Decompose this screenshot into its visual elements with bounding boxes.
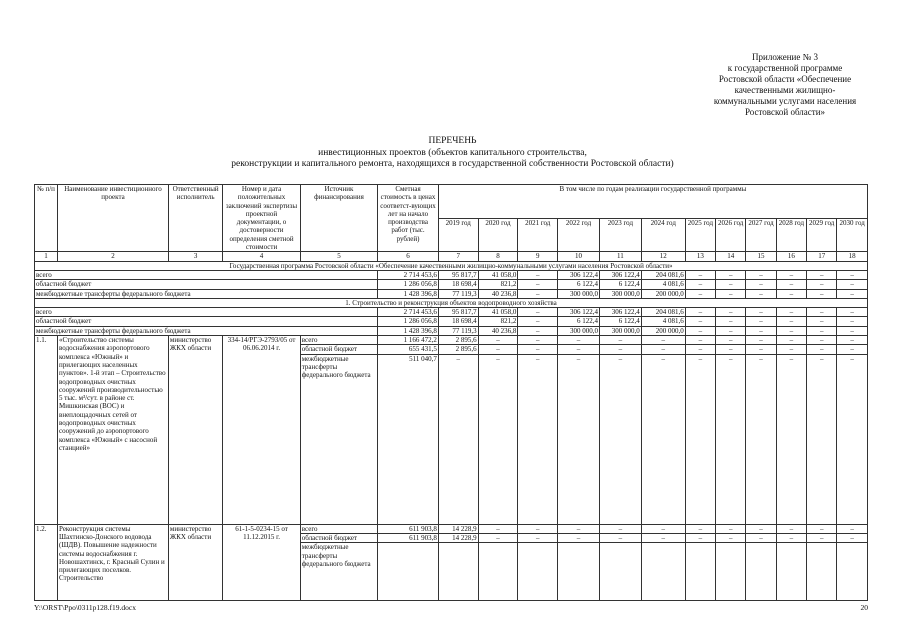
summary-value: 4 081,6 <box>641 317 685 326</box>
summary-value: – <box>518 280 558 289</box>
year-value: – <box>478 524 518 533</box>
summary-value: 821,2 <box>478 280 518 289</box>
year-value: – <box>685 345 715 354</box>
year-value: – <box>776 533 806 542</box>
summary-value: – <box>837 317 868 326</box>
year-value: – <box>716 345 746 354</box>
estimated-cost: 1 166 472,2 <box>378 336 439 345</box>
column-number: 8 <box>478 252 518 261</box>
year-value <box>685 543 715 601</box>
summary-value: – <box>716 326 746 335</box>
summary-value: – <box>776 326 806 335</box>
column-number: 1 <box>35 252 58 261</box>
column-number: 15 <box>746 252 776 261</box>
year-value: – <box>837 354 868 524</box>
summary-value: – <box>518 317 558 326</box>
summary-value: – <box>807 308 837 317</box>
column-number: 18 <box>837 252 868 261</box>
year-value: – <box>641 345 685 354</box>
summary-value: 200 000,0 <box>641 326 685 335</box>
appendix-line: коммунальными услугами населения <box>713 96 857 106</box>
summary-value: – <box>746 289 776 298</box>
summary-value: 18 698,4 <box>438 317 478 326</box>
year-value: – <box>837 524 868 533</box>
funding-source: областной бюджет <box>300 345 377 354</box>
summary-value: – <box>776 280 806 289</box>
year-value: – <box>558 336 600 345</box>
summary-row <box>35 280 868 289</box>
year-value: – <box>599 345 641 354</box>
title-heading: ПЕРЕЧЕНЬ <box>428 136 477 146</box>
summary-value: – <box>518 308 558 317</box>
summary-value: 300 000,0 <box>599 326 641 335</box>
year-value: – <box>685 354 715 524</box>
summary-value: 40 236,8 <box>478 289 518 298</box>
estimated-cost: 611 903,8 <box>378 533 439 542</box>
year-value: – <box>807 345 837 354</box>
year-value <box>641 543 685 601</box>
column-number: 3 <box>168 252 222 261</box>
project-expertise: 61-1-5-0234-15 от 11.12.2015 г. <box>223 524 300 601</box>
year-value: – <box>641 533 685 542</box>
summary-value: – <box>807 289 837 298</box>
summary-value: 4 081,6 <box>641 280 685 289</box>
column-number: 10 <box>558 252 600 261</box>
column-number: 12 <box>641 252 685 261</box>
program-title: Государственная программа Ростовской области «Обеспечение качественными жилищно-коммунальными услугами населения Ростовской области» <box>35 261 868 270</box>
summary-value: 2 714 453,6 <box>378 270 439 279</box>
summary-value: – <box>716 270 746 279</box>
summary-value: – <box>685 280 715 289</box>
section-title: 1. Строительство и реконструкция объектов водопроводного хозяйства <box>35 298 868 307</box>
summary-value: – <box>518 326 558 335</box>
summary-value: 821,2 <box>478 317 518 326</box>
summary-value: – <box>837 326 868 335</box>
year-value: 14 228,9 <box>438 524 478 533</box>
summary-value: 6 122,4 <box>558 317 600 326</box>
year-value: – <box>776 336 806 345</box>
year-value: – <box>776 354 806 524</box>
year-value: – <box>807 336 837 345</box>
year-value: – <box>438 354 478 524</box>
year-value: – <box>599 533 641 542</box>
appendix-line: Приложение № 3 <box>752 52 818 62</box>
title-line-2: реконструкции и капитального ремонта, находящихся в государственной собственности Ростовской области) <box>231 159 674 169</box>
year-value: 2 895,6 <box>438 336 478 345</box>
year-value: – <box>716 533 746 542</box>
column-number: 7 <box>438 252 478 261</box>
column-number: 13 <box>685 252 715 261</box>
year-value <box>776 543 806 601</box>
summary-value: – <box>807 317 837 326</box>
project-executor: министерство ЖКХ области <box>168 524 222 601</box>
year-value: – <box>518 345 558 354</box>
summary-row <box>35 326 868 335</box>
summary-value: – <box>837 270 868 279</box>
year-value <box>807 543 837 601</box>
summary-row <box>35 270 868 279</box>
header-year: 2027 год <box>746 218 776 252</box>
year-value <box>518 543 558 601</box>
year-value: – <box>558 345 600 354</box>
funding-source: областной бюджет <box>300 533 377 542</box>
summary-value: – <box>807 280 837 289</box>
year-value: – <box>746 354 776 524</box>
year-value: – <box>837 336 868 345</box>
year-value: – <box>641 336 685 345</box>
section-title-row <box>35 298 868 307</box>
year-value: – <box>478 345 518 354</box>
header-year: 2030 год <box>837 218 868 252</box>
header-year: 2020 год <box>478 218 518 252</box>
header-year: 2025 год <box>685 218 715 252</box>
year-value <box>837 543 868 601</box>
year-value: – <box>518 533 558 542</box>
year-value: – <box>746 345 776 354</box>
header-executor: Ответственный исполнитель <box>168 185 222 252</box>
summary-value: 306 122,4 <box>599 270 641 279</box>
project-name: Реконструкция системы Шахтинско-Донского водовода (ШДВ). Повышение надежности системы водоснабжения г. Новошахтинск, г. Красный Сулин и прилегающих поселков. Строительство <box>58 524 169 601</box>
summary-value: 2 714 453,6 <box>378 308 439 317</box>
year-value: – <box>776 524 806 533</box>
summary-value: 40 236,8 <box>478 326 518 335</box>
year-value: – <box>599 524 641 533</box>
column-number: 4 <box>223 252 300 261</box>
summary-value: – <box>685 308 715 317</box>
summary-row <box>35 317 868 326</box>
year-value: – <box>746 336 776 345</box>
summary-label: областной бюджет <box>35 280 378 289</box>
year-value <box>599 543 641 601</box>
summary-value: – <box>716 308 746 317</box>
column-number: 16 <box>776 252 806 261</box>
year-value <box>746 543 776 601</box>
summary-value: 300 000,0 <box>599 289 641 298</box>
year-value: – <box>558 354 600 524</box>
summary-value: – <box>837 308 868 317</box>
summary-value: – <box>518 289 558 298</box>
appendix-line: Ростовской области «Обеспечение <box>718 74 852 84</box>
funding-source: межбюджетные трансферты федерального бюджета <box>300 354 377 524</box>
header-year: 2024 год <box>641 218 685 252</box>
summary-value: 95 817,7 <box>438 270 478 279</box>
year-value: – <box>599 354 641 524</box>
year-value: – <box>746 524 776 533</box>
column-number: 17 <box>807 252 837 261</box>
year-value <box>438 543 478 601</box>
year-value: – <box>478 336 518 345</box>
year-value: – <box>685 336 715 345</box>
summary-value: 77 119,3 <box>438 326 478 335</box>
summary-label: межбюджетные трансферты федерального бюджета <box>35 289 378 298</box>
summary-value: – <box>837 289 868 298</box>
funding-source: межбюджетные трансферты федерального бюджета <box>300 543 377 601</box>
summary-value: – <box>518 270 558 279</box>
header-year: 2021 год <box>518 218 558 252</box>
header-name: Наименование инвестиционного проекта <box>58 185 169 252</box>
year-value <box>558 543 600 601</box>
year-value: – <box>641 524 685 533</box>
header-year: 2028 год <box>776 218 806 252</box>
summary-row <box>35 289 868 298</box>
title-line-1: инвестиционных проектов (объектов капитального строительства, <box>318 147 587 158</box>
header-cost: Сметная стоимость в ценах соответст-вующих лет на начало производства работ (тыс. рублей) <box>378 185 439 252</box>
summary-value: – <box>746 308 776 317</box>
summary-value: – <box>685 289 715 298</box>
year-value: – <box>641 354 685 524</box>
year-value: 2 895,6 <box>438 345 478 354</box>
summary-row <box>35 308 868 317</box>
column-number: 2 <box>58 252 169 261</box>
column-number: 5 <box>300 252 377 261</box>
summary-value: – <box>716 280 746 289</box>
funding-source: всего <box>300 336 377 345</box>
summary-value: 1 428 396,8 <box>378 326 439 335</box>
table-body <box>35 261 868 601</box>
year-value: – <box>837 533 868 542</box>
summary-value: 300 000,0 <box>558 326 600 335</box>
header-year: 2029 год <box>807 218 837 252</box>
summary-value: 204 081,6 <box>641 270 685 279</box>
summary-value: – <box>716 289 746 298</box>
year-value: – <box>558 524 600 533</box>
header-source: Источник финансирования <box>300 185 377 252</box>
year-value: – <box>478 354 518 524</box>
column-number: 9 <box>518 252 558 261</box>
year-value: – <box>685 533 715 542</box>
year-value: – <box>837 345 868 354</box>
column-number: 14 <box>716 252 746 261</box>
column-number: 11 <box>599 252 641 261</box>
year-value: – <box>746 533 776 542</box>
summary-value: 6 122,4 <box>599 280 641 289</box>
project-row <box>35 336 868 345</box>
summary-value: 6 122,4 <box>558 280 600 289</box>
year-value: – <box>599 336 641 345</box>
year-value: – <box>716 354 746 524</box>
estimated-cost: 655 431,5 <box>378 345 439 354</box>
project-expertise: 334-14/РГЭ-2793/05 от 06.06.2014 г. <box>223 336 300 525</box>
summary-value: 1 428 396,8 <box>378 289 439 298</box>
summary-value: – <box>716 317 746 326</box>
year-value: – <box>518 354 558 524</box>
summary-value: – <box>746 280 776 289</box>
header-year: 2019 год <box>438 218 478 252</box>
summary-value: – <box>776 289 806 298</box>
document-title <box>0 136 905 171</box>
summary-value: 1 286 056,8 <box>378 317 439 326</box>
project-number: 1.1. <box>35 336 58 525</box>
summary-value: – <box>776 317 806 326</box>
summary-value: 306 122,4 <box>558 270 600 279</box>
column-numbers-row <box>35 252 868 261</box>
column-number: 6 <box>378 252 439 261</box>
summary-value: – <box>685 326 715 335</box>
year-value: – <box>478 533 518 542</box>
summary-label: областной бюджет <box>35 317 378 326</box>
funding-source: всего <box>300 524 377 533</box>
page-number: 20 <box>860 603 868 612</box>
summary-value: 306 122,4 <box>558 308 600 317</box>
header-year: 2023 год <box>599 218 641 252</box>
summary-label: межбюджетные трансферты федерального бюджета <box>35 326 378 335</box>
summary-value: – <box>685 270 715 279</box>
summary-value: 306 122,4 <box>599 308 641 317</box>
year-value <box>716 543 746 601</box>
year-value: – <box>685 524 715 533</box>
project-row <box>35 524 868 533</box>
summary-value: – <box>746 317 776 326</box>
year-value: – <box>776 345 806 354</box>
summary-value: – <box>776 308 806 317</box>
summary-value: 41 058,0 <box>478 270 518 279</box>
summary-value: 18 698,4 <box>438 280 478 289</box>
year-value: – <box>558 533 600 542</box>
year-value: – <box>807 533 837 542</box>
summary-label: всего <box>35 308 378 317</box>
summary-value: 204 081,6 <box>641 308 685 317</box>
summary-value: – <box>776 270 806 279</box>
appendix-block <box>690 52 880 118</box>
year-value <box>478 543 518 601</box>
header-year: 2026 год <box>716 218 746 252</box>
summary-value: – <box>746 270 776 279</box>
header-doc: Номер и дата положительных заключений экспертизы проектной документации, о достоверности определения сметной стоимости <box>223 185 300 252</box>
appendix-line: Ростовской области» <box>744 107 826 117</box>
summary-value: – <box>807 270 837 279</box>
year-value: – <box>716 336 746 345</box>
summary-value: – <box>746 326 776 335</box>
project-number: 1.2. <box>35 524 58 601</box>
summary-label: всего <box>35 270 378 279</box>
summary-value: – <box>807 326 837 335</box>
header-num: № п/п <box>35 185 58 252</box>
year-value: – <box>807 354 837 524</box>
year-value: – <box>518 524 558 533</box>
project-name: «Строительство системы водоснабжения аэропортового комплекса «Южный» и прилегающих населенных пунктов». 1-й этап – Строительство водопроводных очистных сооружений производительностью 5 тыс. м³/сут. в районе ст. Мишкинская (ВОС) и внеплощадочных сетей от водопроводных очистных сооружений до аэропортового комплекса «Южный» с насосной станцией» <box>58 336 169 525</box>
summary-value: 77 119,3 <box>438 289 478 298</box>
summary-value: 300 000,0 <box>558 289 600 298</box>
projects-table <box>34 184 868 601</box>
summary-value: – <box>837 280 868 289</box>
project-executor: министерство ЖКХ области <box>168 336 222 525</box>
footer-path: Y:\ORST\Ppo\0311p128.f19.docx <box>34 603 136 612</box>
estimated-cost <box>378 543 439 601</box>
year-value: – <box>807 524 837 533</box>
summary-value: 200 000,0 <box>641 289 685 298</box>
appendix-line: к государственной программе <box>727 63 843 73</box>
summary-value: – <box>685 317 715 326</box>
header-years-group: В том числе по годам реализации государственной программы <box>438 185 867 219</box>
summary-value: 95 817,7 <box>438 308 478 317</box>
summary-value: 41 058,0 <box>478 308 518 317</box>
summary-value: 6 122,4 <box>599 317 641 326</box>
header-year: 2022 год <box>558 218 600 252</box>
appendix-line: качественными жилищно- <box>734 85 836 95</box>
year-value: – <box>716 524 746 533</box>
estimated-cost: 511 040,7 <box>378 354 439 524</box>
year-value: – <box>518 336 558 345</box>
summary-value: 1 286 056,8 <box>378 280 439 289</box>
year-value: 14 228,9 <box>438 533 478 542</box>
estimated-cost: 611 903,8 <box>378 524 439 533</box>
